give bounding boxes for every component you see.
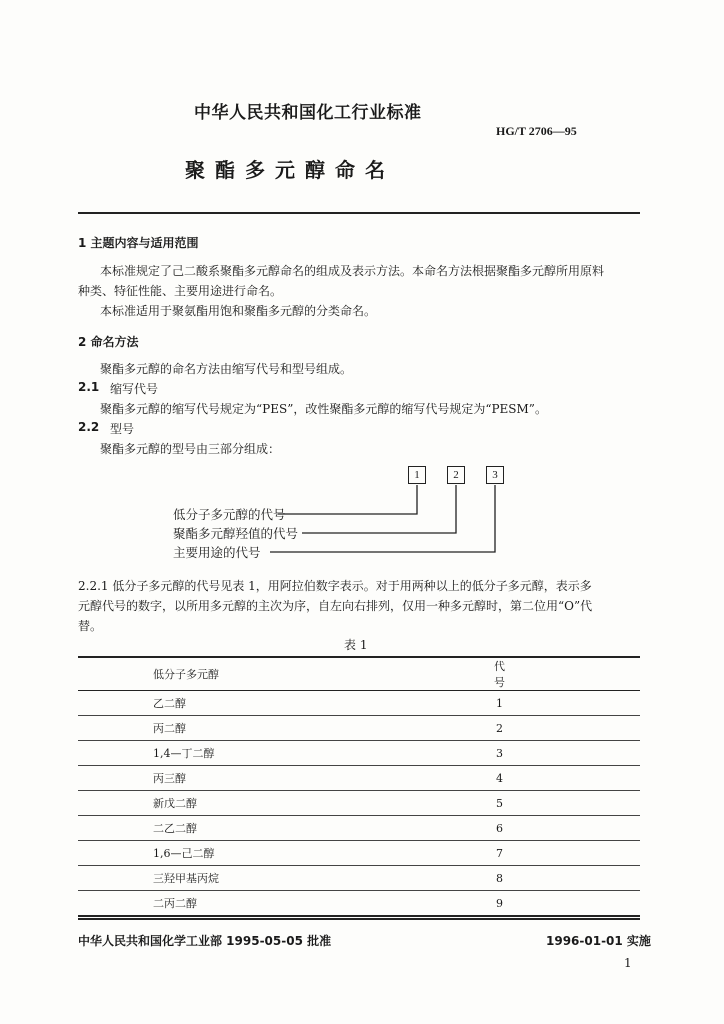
table-row	[78, 866, 640, 891]
polyol-name: 丙三醇	[153, 772, 186, 785]
table-row	[78, 791, 640, 816]
table-row	[78, 766, 640, 791]
connector-line-2	[302, 485, 456, 533]
table-row	[78, 716, 640, 741]
polyol-code: 3	[496, 746, 503, 760]
table-1-caption: 表 1	[344, 638, 368, 652]
label-low-molecular-polyol-code: 低分子多元醇的代号	[173, 507, 286, 522]
polyol-name: 1,6—己二醇	[153, 847, 215, 860]
subsection-2-1-text: 聚酯多元醇的缩写代号规定为“PES”，改性聚酯多元醇的缩写代号规定为“PESM”。	[100, 402, 547, 416]
polyol-code: 8	[496, 871, 503, 885]
section-2-heading: 2 命名方法	[78, 335, 139, 349]
header-code: 代 号	[494, 660, 505, 689]
issuing-org-title: 中华人民共和国化工行业标准	[194, 103, 422, 123]
table-row	[78, 741, 640, 766]
section-1-paragraph-1-line-1: 本标准规定了己二酸系聚酯多元醇命名的组成及表示方法。本命名方法根据聚酯多元醇所用原料	[100, 264, 605, 278]
polyol-code: 7	[496, 846, 503, 860]
page-number: 1	[624, 956, 632, 970]
polyol-name: 乙二醇	[153, 697, 186, 710]
model-box-2: 2	[447, 466, 465, 484]
table-row	[78, 841, 640, 866]
approval-line: 中华人民共和国化学工业部 1995-05-05 批准	[78, 934, 332, 948]
subsection-2-2-number: 2.2	[78, 420, 100, 434]
polyol-code: 9	[496, 896, 503, 910]
table-row	[78, 816, 640, 841]
table-row	[78, 891, 640, 917]
polyol-name: 三羟甲基丙烷	[153, 872, 219, 885]
subsection-2-2-1-line-2: 元醇代号的数字，以所用多元醇的主次为序，自左向右排列，仅用一种多元醇时，第二位用“O”代	[78, 599, 593, 613]
subsection-2-2-text: 聚酯多元醇的型号由三部分组成：	[100, 442, 281, 456]
polyol-name: 二丙二醇	[153, 897, 197, 910]
polyol-name: 二乙二醇	[153, 822, 197, 835]
polyol-code: 6	[496, 821, 503, 835]
subsection-2-1-title: 缩写代号	[110, 382, 159, 396]
polyol-code: 4	[496, 771, 503, 785]
section-2-intro: 聚酯多元醇的命名方法由缩写代号和型号组成。	[100, 362, 353, 376]
connector-line-1	[278, 485, 417, 514]
polyol-code-table	[78, 656, 640, 917]
subsection-2-1-number: 2.1	[78, 380, 100, 394]
subsection-2-2-1-line-3: 替。	[78, 619, 103, 633]
polyol-code: 2	[496, 721, 503, 735]
polyol-name: 丙二醇	[153, 722, 186, 735]
subsection-2-2-title: 型号	[110, 422, 135, 436]
polyol-code: 1	[496, 696, 503, 710]
document-title: 聚酯多元醇命名	[185, 158, 395, 182]
polyol-name: 1,4—丁二醇	[153, 747, 215, 760]
section-1-paragraph-2: 本标准适用于聚氨酯用饱和聚酯多元醇的分类命名。	[100, 304, 377, 318]
polyol-name: 新戊二醇	[153, 797, 197, 810]
label-main-use-code: 主要用途的代号	[173, 545, 261, 560]
subsection-2-2-1-line-1: 2.2.1 低分子多元醇的代号见表 1，用阿拉伯数字表示。对于用两种以上的低分子多元醇，表示多	[78, 579, 592, 593]
section-1-heading: 1 主题内容与适用范围	[78, 236, 199, 250]
polyol-code: 5	[496, 796, 503, 810]
footer-rule	[78, 918, 640, 920]
model-box-3: 3	[486, 466, 504, 484]
label-hydroxyl-value-code: 聚酯多元醇羟值的代号	[173, 526, 299, 541]
section-1-paragraph-1-line-2: 种类、特征性能、主要用途进行命名。	[78, 284, 283, 298]
table-header-row	[78, 657, 640, 691]
table-row	[78, 691, 640, 716]
connector-line-3	[270, 485, 495, 552]
model-box-1: 1	[408, 466, 426, 484]
standard-code: HG/T 2706—95	[496, 124, 577, 138]
header-low-molecular-polyol: 低分子多元醇	[153, 668, 219, 681]
effective-date: 1996-01-01 实施	[546, 934, 651, 948]
